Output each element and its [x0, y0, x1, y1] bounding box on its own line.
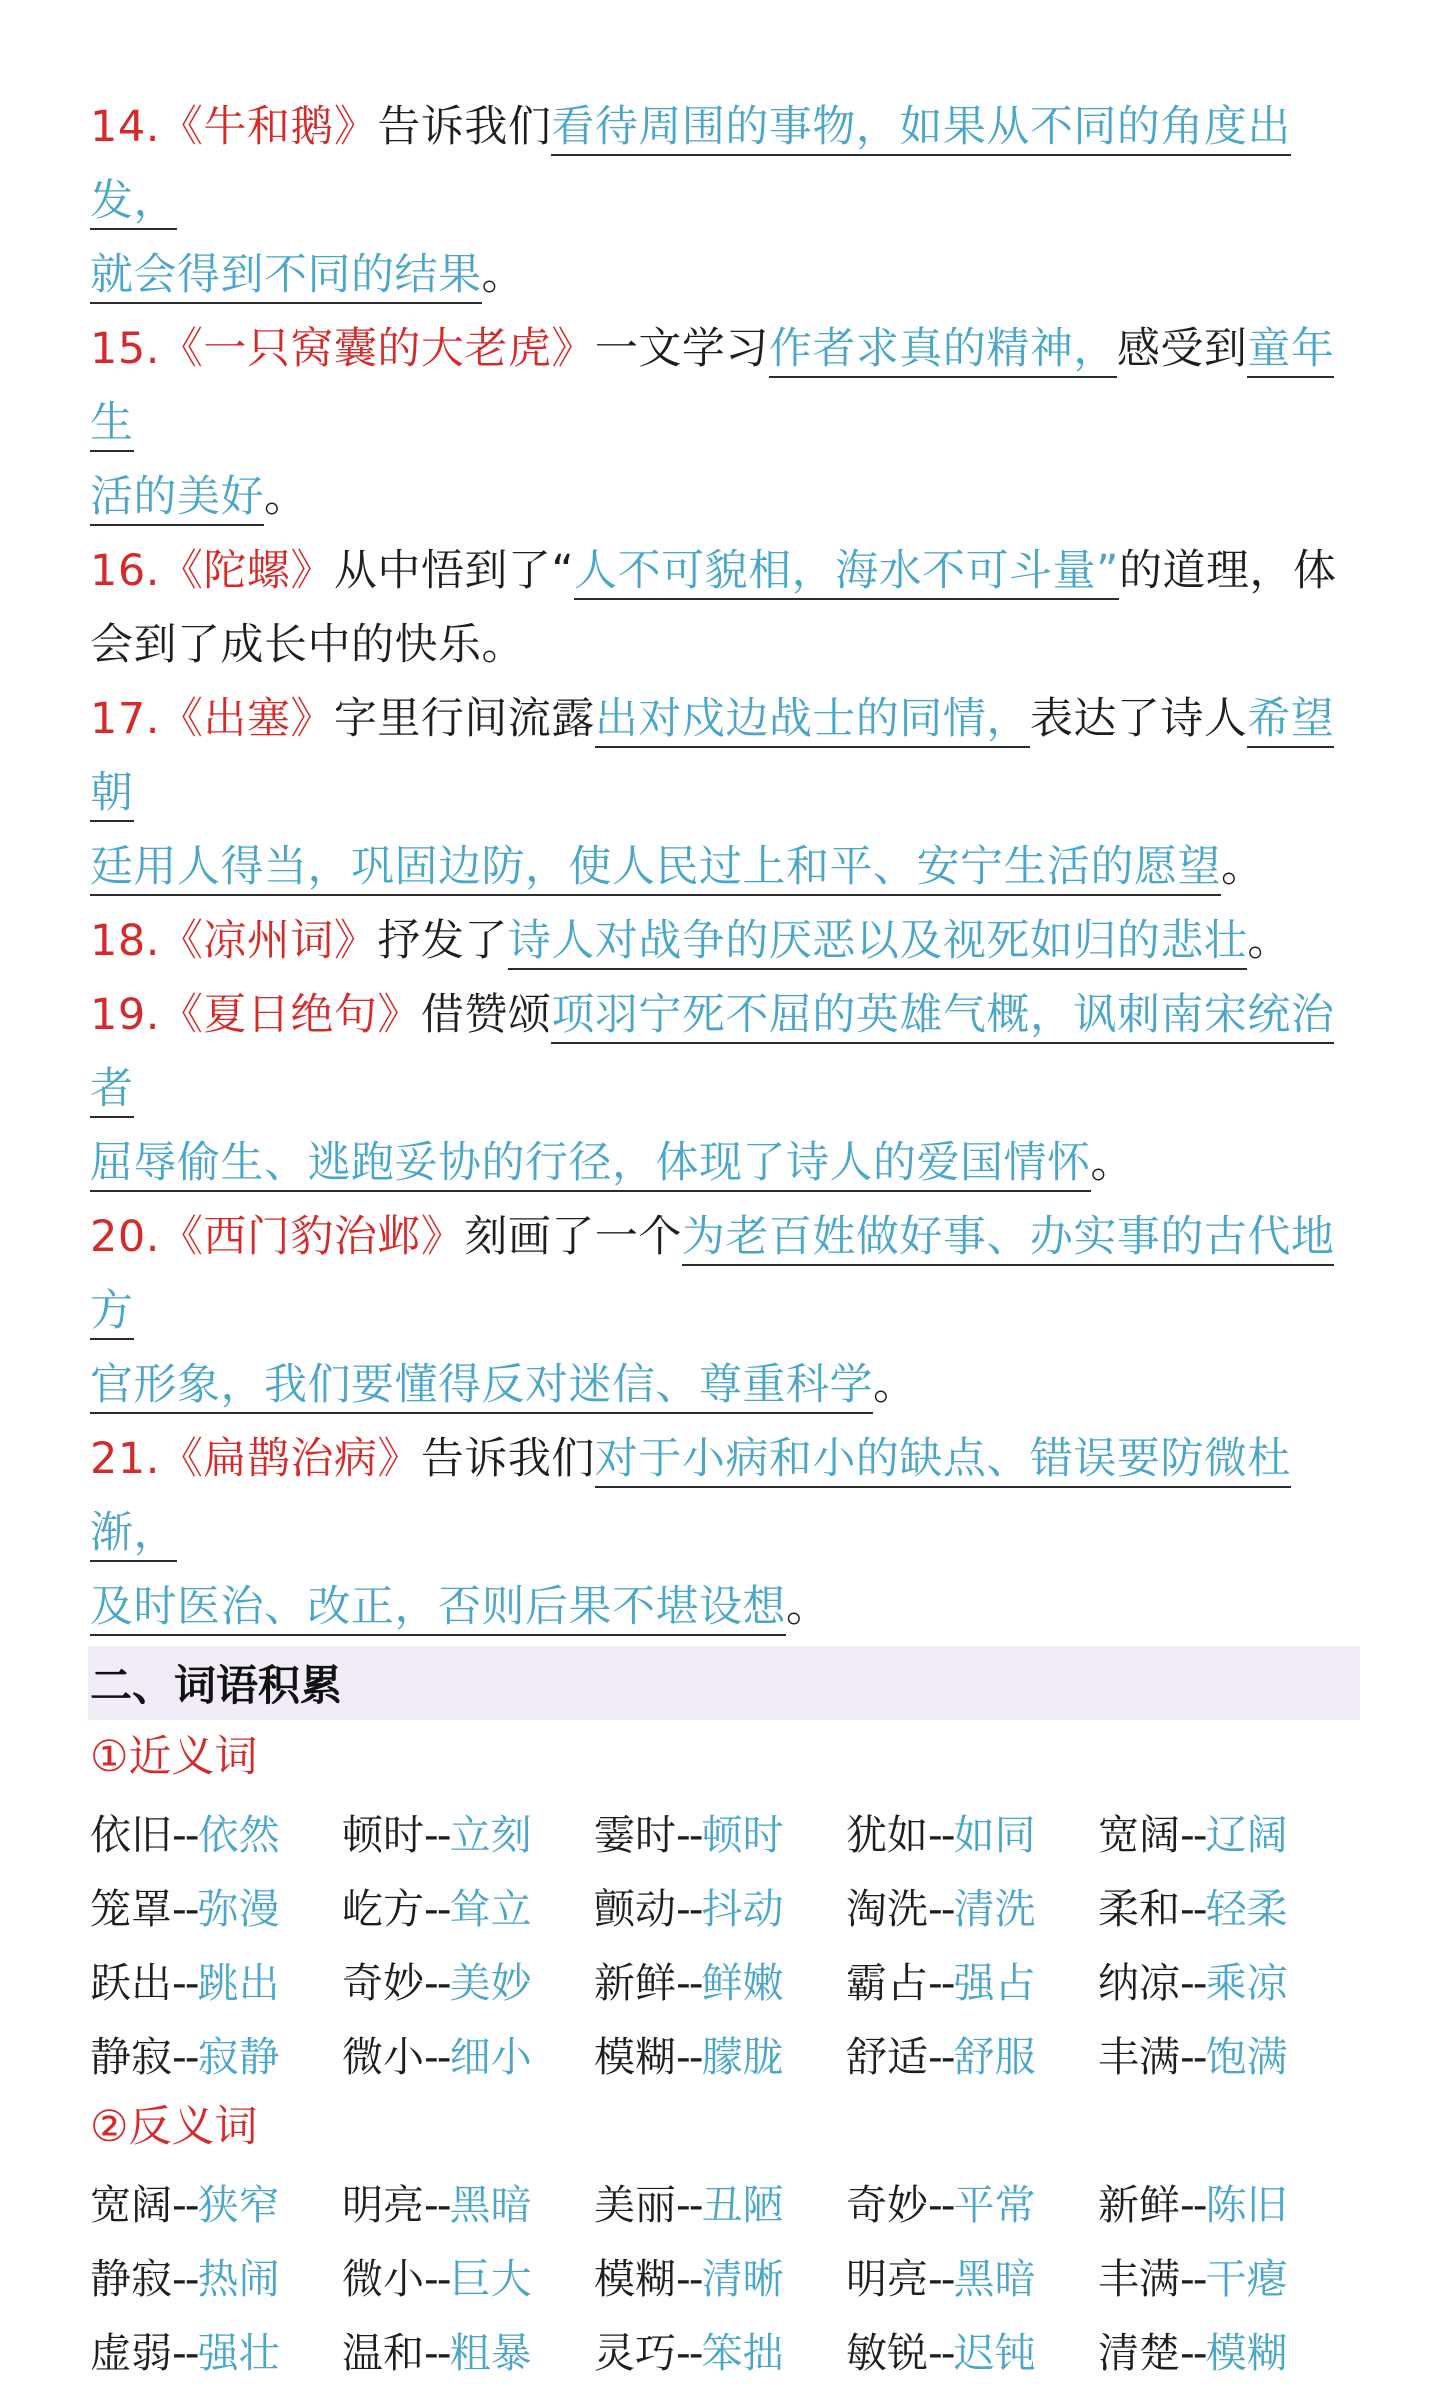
word: 柔和: [1098, 1884, 1180, 1933]
lesson-title: 《凉州词》: [159, 916, 378, 966]
answer-text: 童年生: [90, 324, 1334, 452]
answer-text: 出对戍边战士的同情，: [595, 694, 1030, 748]
word: 模糊: [594, 2254, 676, 2303]
pair-dash: --: [172, 2254, 198, 2303]
lesson-title: 《西门豹治邺》: [159, 1212, 465, 1262]
pair-dash: --: [424, 2328, 450, 2377]
word: 温和: [342, 2328, 424, 2377]
point-text: 告诉我们: [420, 1434, 595, 1484]
word-pair: [846, 2246, 1098, 2305]
pair-dash: --: [928, 2032, 954, 2081]
paired-word: 跳出: [197, 1958, 280, 2007]
key-point: [90, 682, 1362, 904]
answer-text: 希望朝: [90, 694, 1334, 822]
pair-dash: --: [424, 1884, 450, 1933]
pair-dash: --: [676, 2180, 702, 2229]
word: 新鲜: [594, 1958, 676, 2007]
word: 美丽: [594, 2180, 676, 2229]
point-number: 18.: [90, 916, 160, 966]
word: 清楚: [1098, 2328, 1180, 2377]
paired-word: 立刻: [449, 1810, 532, 1859]
pair-dash: --: [1180, 1958, 1206, 2007]
antonyms-heading: ②反义词: [90, 2102, 258, 2152]
word-pair: [846, 1802, 1098, 1861]
word: 跃出: [90, 1958, 172, 2007]
paired-word: 清晰: [701, 2254, 784, 2303]
point-number: 21.: [90, 1434, 160, 1484]
word: 丰满: [1098, 2032, 1180, 2081]
word-pair: [594, 1876, 846, 1935]
word-pair: [846, 2320, 1098, 2379]
word: 敏锐: [846, 2328, 928, 2377]
word-pair: [1098, 2320, 1350, 2379]
pair-dash: --: [172, 1958, 198, 2007]
pair-dash: --: [1180, 2032, 1206, 2081]
point-text: 感受到: [1116, 324, 1248, 374]
key-point: [90, 534, 1362, 682]
paired-word: 迟钝: [953, 2328, 1036, 2377]
point-text: 告诉我们: [377, 102, 552, 152]
point-text: 。: [481, 250, 525, 300]
pair-dash: --: [424, 2254, 450, 2303]
word-row: [90, 2016, 1370, 2090]
word: 模糊: [594, 2032, 676, 2081]
point-number: 17.: [90, 694, 160, 744]
word-pair: [594, 1950, 846, 2009]
pair-dash: --: [172, 2032, 198, 2081]
paired-word: 饱满: [1205, 2032, 1288, 2081]
word-pair: [342, 2246, 594, 2305]
word-row: [90, 2238, 1370, 2312]
point-text: 的道理，体: [1118, 546, 1337, 596]
pair-dash: --: [424, 2032, 450, 2081]
lesson-title: 《陀螺》: [159, 546, 334, 596]
word: 奇妙: [342, 1958, 424, 2007]
point-text: 字里行间流露: [333, 694, 595, 744]
paired-word: 陈旧: [1205, 2180, 1288, 2229]
section-title: 二、词语积累: [90, 1661, 343, 1710]
paired-word: 笨拙: [701, 2328, 784, 2377]
paired-word: 乘凉: [1205, 1958, 1288, 2007]
word: 微小: [342, 2254, 424, 2303]
answer-text: 廷用人得当，巩固边防，使人民过上和平、安宁生活的愿望: [90, 842, 1221, 896]
pair-dash: --: [1180, 2254, 1206, 2303]
paired-word: 干瘪: [1205, 2254, 1288, 2303]
pair-dash: --: [928, 2328, 954, 2377]
key-point: [90, 1422, 1362, 1644]
pair-dash: --: [1180, 2328, 1206, 2377]
pair-dash: --: [676, 2032, 702, 2081]
pair-dash: --: [928, 1958, 954, 2007]
antonyms-table: [90, 2164, 1370, 2386]
word-pair: [90, 1876, 342, 1935]
word-pair: [1098, 2024, 1350, 2083]
word: 舒适: [846, 2032, 928, 2081]
answer-text: 官形象，我们要懂得反对迷信、尊重科学: [90, 1360, 873, 1414]
lesson-title: 《出塞》: [159, 694, 334, 744]
word-pair: [90, 2024, 342, 2083]
paired-word: 平常: [953, 2180, 1036, 2229]
paired-word: 模糊: [1205, 2328, 1288, 2377]
word-pair: [342, 2024, 594, 2083]
paired-word: 辽阔: [1205, 1810, 1288, 1859]
pair-dash: --: [172, 1884, 198, 1933]
paired-word: 粗暴: [449, 2328, 532, 2377]
point-text: 表达了诗人: [1029, 694, 1248, 744]
pair-dash: --: [928, 2254, 954, 2303]
word: 静寂: [90, 2032, 172, 2081]
point-text: 。: [1221, 842, 1265, 892]
paired-word: 黑暗: [953, 2254, 1036, 2303]
answer-text: 活的美好: [90, 472, 264, 526]
word-pair: [342, 2320, 594, 2379]
word: 笼罩: [90, 1884, 172, 1933]
word-pair: [1098, 1950, 1350, 2009]
word-pair: [594, 2024, 846, 2083]
word: 明亮: [342, 2180, 424, 2229]
point-number: 14.: [90, 102, 160, 152]
word-pair: [594, 2246, 846, 2305]
word-row: [90, 2312, 1370, 2386]
point-text: 从中悟到了“: [333, 546, 575, 596]
pair-dash: --: [1180, 1810, 1206, 1859]
pair-dash: --: [1180, 2180, 1206, 2229]
paired-word: 鲜嫩: [701, 1958, 784, 2007]
word-row: [90, 1868, 1370, 1942]
answer-text: 作者求真的精神，: [769, 324, 1117, 378]
pair-dash: --: [676, 2328, 702, 2377]
point-text: 。: [1090, 1138, 1134, 1188]
paired-word: 舒服: [953, 2032, 1036, 2081]
answer-text: 及时医治、改正，否则后果不堪设想: [90, 1582, 786, 1636]
pair-dash: --: [676, 2254, 702, 2303]
answer-text: 人不可貌相，海水不可斗量”: [574, 546, 1119, 600]
word-pair: [90, 2172, 342, 2231]
word: 静寂: [90, 2254, 172, 2303]
word-pair: [1098, 2246, 1350, 2305]
paired-word: 细小: [449, 2032, 532, 2081]
paired-word: 弥漫: [197, 1884, 280, 1933]
word-pair: [90, 1950, 342, 2009]
point-text: 会到了成长中的快乐。: [90, 620, 525, 670]
pair-dash: --: [928, 1884, 954, 1933]
answer-text: 对于小病和小的缺点、错误要防微杜渐，: [90, 1434, 1291, 1562]
word-pair: [594, 1802, 846, 1861]
word-pair: [846, 2172, 1098, 2231]
synonyms-heading: ①近义词: [90, 1732, 258, 1782]
pair-dash: --: [676, 1958, 702, 2007]
answer-text: 看待周围的事物，如果从不同的角度出发，: [90, 102, 1291, 230]
paired-word: 巨大: [449, 2254, 532, 2303]
point-text: 抒发了: [377, 916, 508, 966]
word: 灵巧: [594, 2328, 676, 2377]
word-pair: [594, 2320, 846, 2379]
key-point: [90, 312, 1362, 534]
pair-dash: --: [424, 1810, 450, 1859]
word-pair: [90, 1802, 342, 1861]
word-row: [90, 1794, 1370, 1868]
pair-dash: --: [928, 1810, 954, 1859]
word: 纳凉: [1098, 1958, 1180, 2007]
word-pair: [846, 1950, 1098, 2009]
point-number: 19.: [90, 990, 160, 1040]
word: 新鲜: [1098, 2180, 1180, 2229]
word: 依旧: [90, 1810, 172, 1859]
word: 丰满: [1098, 2254, 1180, 2303]
paired-word: 轻柔: [1205, 1884, 1288, 1933]
word: 微小: [342, 2032, 424, 2081]
paired-word: 依然: [197, 1810, 280, 1859]
word: 霸占: [846, 1958, 928, 2007]
word-pair: [1098, 1876, 1350, 1935]
pair-dash: --: [676, 1884, 702, 1933]
word: 明亮: [846, 2254, 928, 2303]
word: 奇妙: [846, 2180, 928, 2229]
answer-text: 为老百姓做好事、办实事的古代地方: [90, 1212, 1334, 1340]
section-heading-bar: [88, 1646, 1360, 1720]
word: 颤动: [594, 1884, 676, 1933]
pair-dash: --: [172, 1810, 198, 1859]
pair-dash: --: [676, 1810, 702, 1859]
lesson-title: 《牛和鹅》: [159, 102, 378, 152]
key-point: [90, 978, 1362, 1200]
word: 宽阔: [1098, 1810, 1180, 1859]
point-number: 16.: [90, 546, 160, 596]
word: 屹方: [342, 1884, 424, 1933]
point-text: 借赞颂: [420, 990, 552, 1040]
paired-word: 抖动: [701, 1884, 784, 1933]
paired-word: 清洗: [953, 1884, 1036, 1933]
word-pair: [1098, 2172, 1350, 2231]
point-text: 。: [786, 1582, 830, 1632]
word-row: [90, 1942, 1370, 2016]
pair-dash: --: [1180, 1884, 1206, 1933]
word-pair: [846, 1876, 1098, 1935]
paired-word: 耸立: [449, 1884, 532, 1933]
answer-text: 就会得到不同的结果: [90, 250, 482, 304]
key-point: [90, 904, 1362, 978]
answer-text: 诗人对战争的厌恶以及视死如归的悲壮: [508, 916, 1248, 970]
point-text: 一文学习: [594, 324, 769, 374]
lesson-title: 《一只窝囊的大老虎》: [159, 324, 595, 374]
paired-word: 如同: [953, 1810, 1036, 1859]
answer-text: 屈辱偷生、逃跑妥协的行径，体现了诗人的爱国情怀: [90, 1138, 1091, 1192]
paired-word: 强占: [953, 1958, 1036, 2007]
answer-text: 项羽宁死不屈的英雄气概，讽刺南宋统治者: [90, 990, 1334, 1118]
word: 霎时: [594, 1810, 676, 1859]
point-number: 20.: [90, 1212, 160, 1262]
pair-dash: --: [424, 2180, 450, 2229]
paired-word: 丑陋: [701, 2180, 784, 2229]
pair-dash: --: [928, 2180, 954, 2229]
key-points-list: [90, 90, 1362, 1644]
word: 淘洗: [846, 1884, 928, 1933]
word-pair: [342, 1950, 594, 2009]
word-pair: [1098, 1802, 1350, 1861]
word: 顿时: [342, 1810, 424, 1859]
key-point: [90, 1200, 1362, 1422]
paired-word: 热闹: [197, 2254, 280, 2303]
point-text: 。: [264, 472, 308, 522]
paired-word: 美妙: [449, 1958, 532, 2007]
word-pair: [342, 1876, 594, 1935]
word-row: [90, 2164, 1370, 2238]
word-pair: [90, 2320, 342, 2379]
lesson-title: 《夏日绝句》: [159, 990, 421, 1040]
pair-dash: --: [172, 2328, 198, 2377]
paired-word: 强壮: [197, 2328, 280, 2377]
word: 虚弱: [90, 2328, 172, 2377]
word-pair: [594, 2172, 846, 2231]
word: 宽阔: [90, 2180, 172, 2229]
word-pair: [90, 2246, 342, 2305]
point-text: 。: [1247, 916, 1291, 966]
paired-word: 顿时: [701, 1810, 784, 1859]
paired-word: 狭窄: [197, 2180, 280, 2229]
point-number: 15.: [90, 324, 160, 374]
point-text: 刻画了一个: [464, 1212, 682, 1262]
word: 犹如: [846, 1810, 928, 1859]
paired-word: 黑暗: [449, 2180, 532, 2229]
word-pair: [342, 1802, 594, 1861]
paired-word: 朦胧: [701, 2032, 784, 2081]
word-pair: [342, 2172, 594, 2231]
pair-dash: --: [172, 2180, 198, 2229]
word-pair: [846, 2024, 1098, 2083]
paired-word: 寂静: [197, 2032, 280, 2081]
pair-dash: --: [424, 1958, 450, 2007]
point-text: 。: [873, 1360, 917, 1410]
lesson-title: 《扁鹊治病》: [159, 1434, 421, 1484]
key-point: [90, 90, 1362, 312]
